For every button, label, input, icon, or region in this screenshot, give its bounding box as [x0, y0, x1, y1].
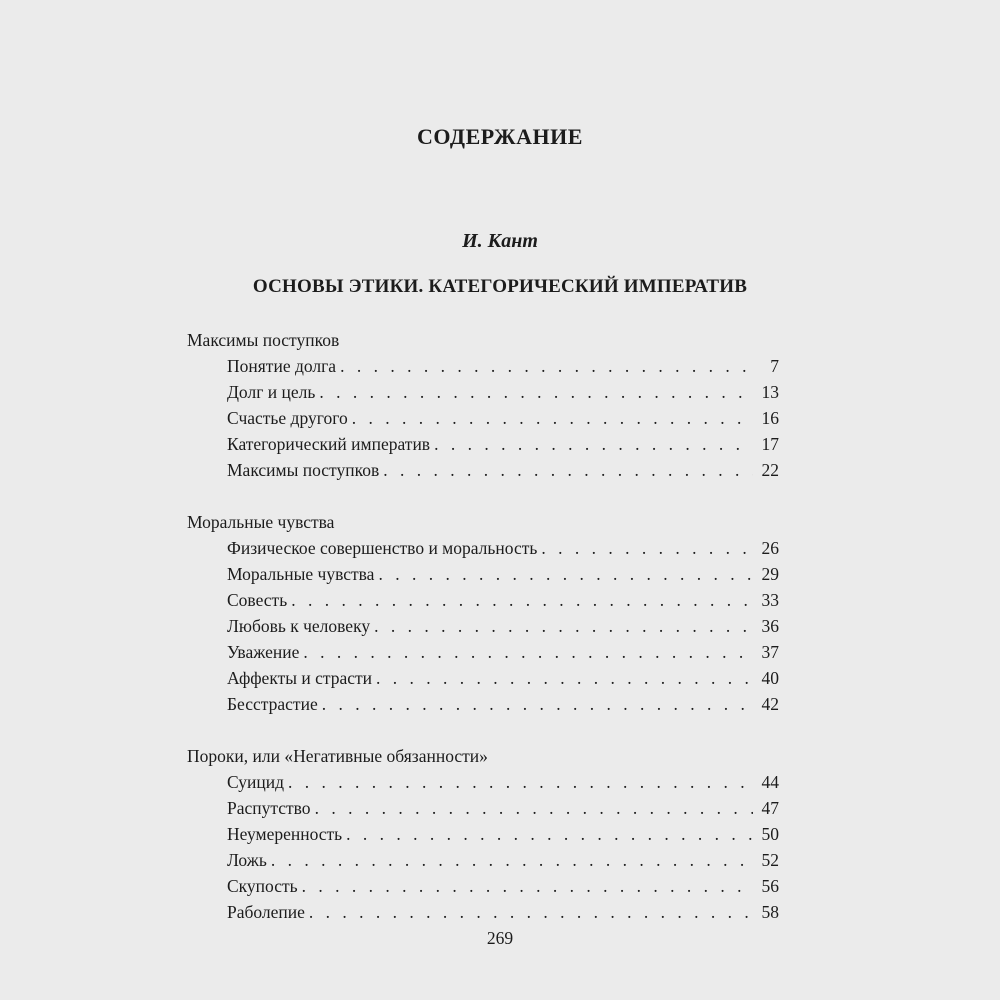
entry-title: Любовь к человеку [227, 616, 371, 636]
entry-title: Счастье другого [227, 408, 348, 428]
entry-page-number: 29 [761, 564, 779, 584]
entry-title: Бесстрастие [227, 694, 318, 714]
toc-section-moral-feelings [187, 509, 779, 717]
toc-entry[interactable] [187, 665, 779, 691]
page-number: 269 [486, 928, 514, 948]
dot-leader [434, 431, 753, 457]
toc-entry[interactable] [187, 899, 779, 925]
dot-leader [302, 873, 753, 899]
entry-title: Ложь [227, 850, 267, 870]
entry-page-number: 44 [761, 772, 779, 792]
toc-entry[interactable] [187, 379, 779, 405]
entry-page-number: 42 [761, 694, 779, 714]
entry-page-number: 33 [761, 590, 779, 610]
toc-section-maxims [187, 327, 779, 483]
entry-title: Долг и цель [227, 382, 316, 402]
toc-entry[interactable] [187, 769, 779, 795]
toc-entry[interactable] [187, 587, 779, 613]
dot-leader [319, 379, 753, 405]
toc-entry[interactable] [187, 353, 779, 379]
entry-page-number: 37 [761, 642, 779, 662]
entry-title: Понятие долга [227, 356, 337, 376]
toc-entry[interactable] [187, 535, 779, 561]
dot-leader [322, 691, 753, 717]
toc-entry[interactable] [187, 405, 779, 431]
entry-title: Физическое совершенство и моральность [227, 538, 538, 558]
toc-entry[interactable] [187, 457, 779, 483]
dot-leader [378, 561, 753, 587]
entry-title: Аффекты и страсти [227, 668, 373, 688]
entry-page-number: 22 [761, 460, 779, 480]
entry-page-number: 13 [761, 382, 779, 402]
entry-title: Неумеренность [227, 824, 343, 844]
section-title: Максимы поступков [187, 330, 340, 350]
entry-title: Скупость [227, 876, 298, 896]
dot-leader [288, 769, 753, 795]
entry-title: Совесть [227, 590, 288, 610]
entry-page-number: 52 [761, 850, 779, 870]
entry-title: Моральные чувства [227, 564, 375, 584]
dot-leader [291, 587, 753, 613]
table-of-contents [187, 327, 779, 951]
page-title: СОДЕРЖАНИЕ [417, 124, 583, 149]
toc-entry[interactable] [187, 431, 779, 457]
toc-entry[interactable] [187, 639, 779, 665]
dot-leader [340, 353, 753, 379]
toc-entry[interactable] [187, 821, 779, 847]
dot-leader [374, 613, 753, 639]
author-name: И. Кант [462, 230, 538, 252]
entry-title: Категорический императив [227, 434, 431, 454]
toc-entry[interactable] [187, 873, 779, 899]
dot-leader [376, 665, 753, 691]
entry-page-number: 16 [761, 408, 779, 428]
dot-leader [303, 639, 753, 665]
entry-page-number: 58 [761, 902, 779, 922]
entry-page-number: 47 [761, 798, 779, 818]
entry-page-number: 7 [770, 356, 779, 376]
dot-leader [315, 795, 753, 821]
dot-leader [541, 535, 753, 561]
entry-page-number: 50 [761, 824, 779, 844]
dot-leader [309, 899, 753, 925]
dot-leader [346, 821, 753, 847]
entry-title: Распутство [227, 798, 311, 818]
toc-entry[interactable] [187, 847, 779, 873]
entry-page-number: 36 [761, 616, 779, 636]
entry-page-number: 17 [761, 434, 779, 454]
toc-entry[interactable] [187, 613, 779, 639]
section-title: Пороки, или «Негативные обязанности» [187, 746, 488, 766]
entry-page-number: 56 [761, 876, 779, 896]
dot-leader [352, 405, 753, 431]
entry-title: Раболепие [227, 902, 305, 922]
dot-leader [383, 457, 753, 483]
toc-entry[interactable] [187, 561, 779, 587]
entry-title: Суицид [227, 772, 284, 792]
entry-title: Уважение [227, 642, 300, 662]
section-title: Моральные чувства [187, 512, 335, 532]
toc-entry[interactable] [187, 795, 779, 821]
entry-page-number: 40 [761, 668, 779, 688]
dot-leader [271, 847, 753, 873]
work-title: ОСНОВЫ ЭТИКИ. КАТЕГОРИЧЕСКИЙ ИМПЕРАТИВ [252, 276, 748, 297]
toc-section-vices [187, 743, 779, 925]
entry-title: Максимы поступков [227, 460, 380, 480]
toc-entry[interactable] [187, 691, 779, 717]
entry-page-number: 26 [761, 538, 779, 558]
